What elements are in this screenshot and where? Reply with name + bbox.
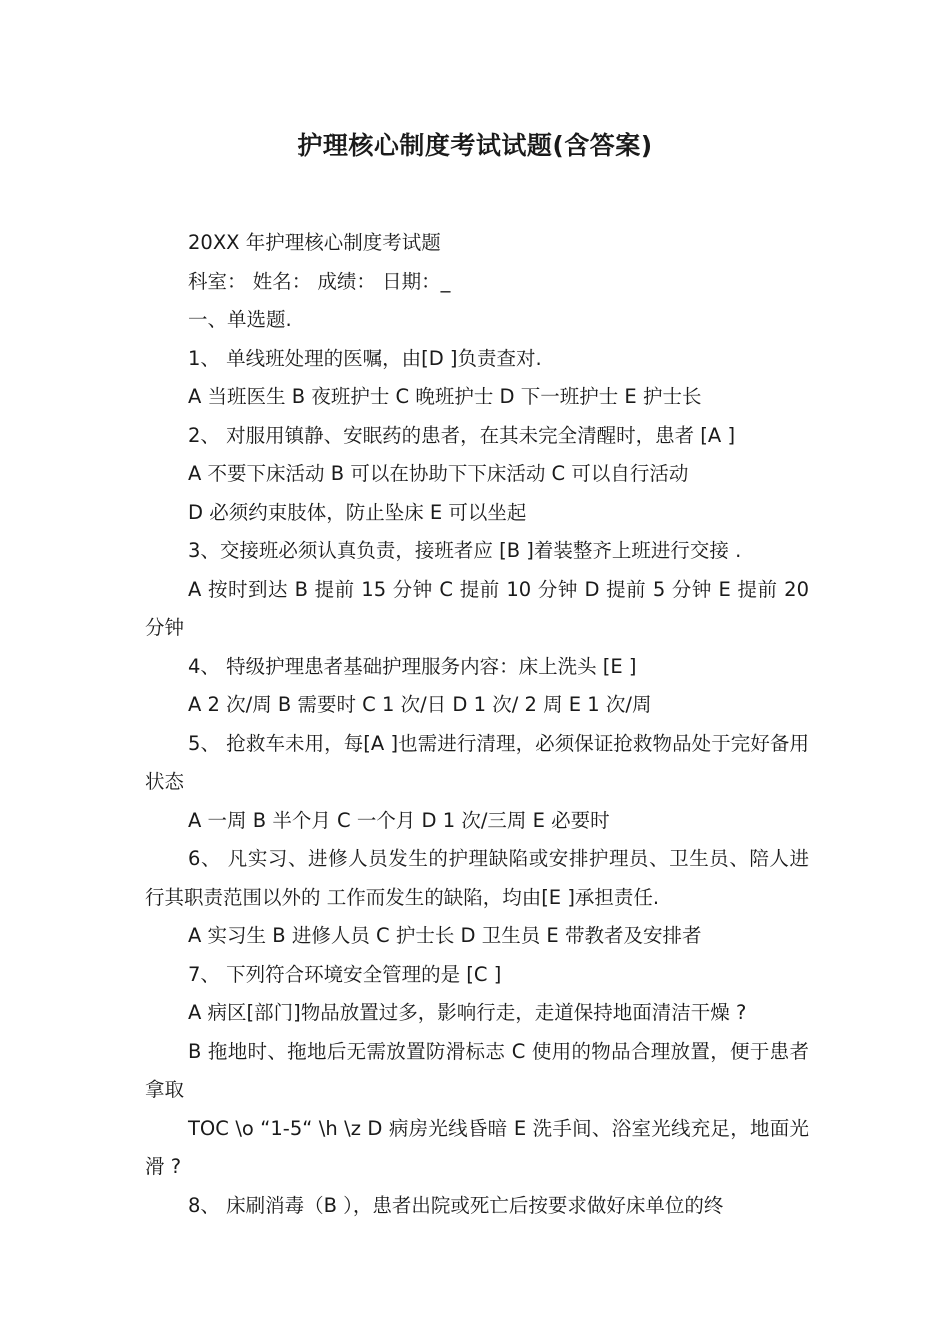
question-5-options: A 一周 B 半个月 C 一个月 D 1 次/三周 E 必要时 [188, 808, 610, 832]
question-2-options-b: D 必须约束肢体，防止坠床 E 可以坐起 [188, 500, 527, 524]
question-1-options: A 当班医生 B 夜班护士 C 晚班护士 D 下一班护士 E 护士长 [188, 385, 702, 408]
question-4-options: A 2 次/周 B 需要时 C 1 次/日 D 1 次/ 2 周 E 1 次/周 [188, 693, 652, 716]
question-8: 8、 床刷消毒（B ），患者出院或死亡后按要求做好床单位的终 [188, 1193, 724, 1217]
question-3-options: A 按时到达 B 提前 15 分钟 C 提前 10 分钟 D 提前 5 分钟 E 提前 20 分钟 [145, 577, 809, 639]
question-4: 4、 特级护理患者基础护理服务内容：床上洗头 [E ] [188, 654, 637, 678]
question-1: 1、 单线班处理的医嘱，由[D ]负责查对. [188, 346, 542, 370]
question-6-options: A 实习生 B 进修人员 C 护士长 D 卫生员 E 带教者及安排者 [188, 924, 702, 947]
document-title: 护理核心制度考试试题(含答案) [297, 131, 653, 160]
question-6: 6、 凡实习、进修人员发生的护理缺陷或安排护理员、卫生员、陪人进行其职责范围以外的 工作而发生的缺陷，均由[E ]承担责任. [145, 847, 809, 909]
document-body [145, 224, 809, 1225]
question-3: 3、交接班必须认真负责，接班者应 [B ]着装整齐上班进行交接 . [188, 539, 742, 562]
question-7: 7、 下列符合环境安全管理的是 [C ] [188, 962, 502, 986]
question-2: 2、 对服用镇静、安眠药的患者，在其未完全清醒时，患者 [A ] [188, 423, 736, 447]
section-heading: 一、单选题. [188, 308, 292, 331]
exam-info-line: 科室： 姓名： 成绩： 日期：_ [188, 269, 451, 293]
question-2-options-a: A 不要下床活动 B 可以在协助下下床活动 C 可以自行活动 [188, 462, 689, 485]
question-7-options-de: TOC \o “1-5“ \h \z D 病房光线昏暗 E 洗手间、浴室光线充足，地面光滑 ? [145, 1116, 809, 1178]
question-5: 5、 抢救车未用，每[A ]也需进行清理，必须保证抢救物品处于完好备用状态 [145, 731, 809, 793]
exam-heading: 20XX 年护理核心制度考试题 [188, 231, 441, 254]
question-7-option-a: A 病区[部门]物品放置过多，影响行走，走道保持地面清洁干燥 ? [188, 1001, 747, 1024]
question-7-options-bc: B 拖地时、拖地后无需放置防滑标志 C 使用的物品合理放置，便于患者拿取 [145, 1039, 809, 1101]
